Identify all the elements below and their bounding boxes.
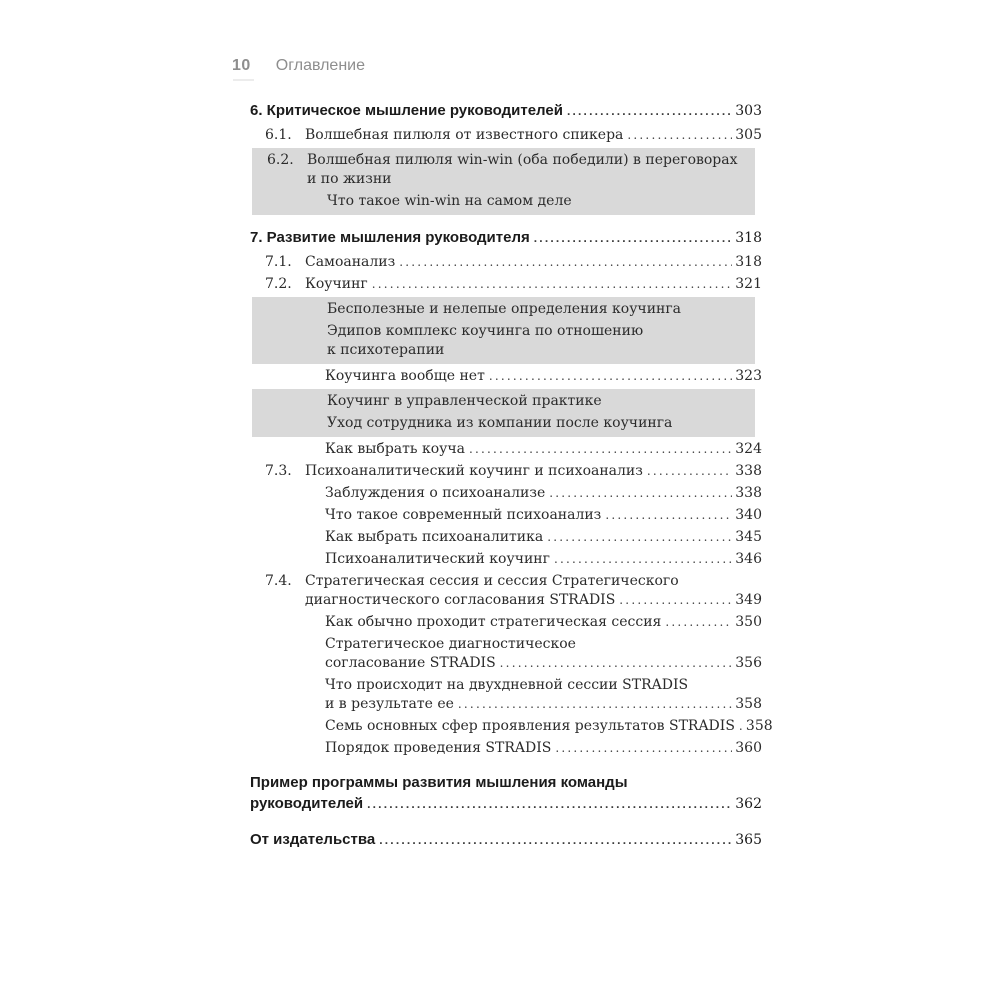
toc-entry-line: [325, 676, 762, 695]
dot-leader: [372, 275, 733, 294]
dot-leader: [367, 793, 732, 815]
entry-page-number: 338: [735, 485, 762, 501]
dot-leader: [489, 367, 732, 386]
toc-entry: [250, 506, 762, 525]
entry-text: и в результате ее: [325, 696, 454, 712]
entry-page-number: 303: [735, 103, 762, 119]
entry-page-number: 356: [735, 655, 762, 671]
toc-entry: [252, 300, 755, 319]
entry-page-number: 318: [735, 230, 762, 246]
toc-entry: [250, 484, 762, 503]
toc-entry-line: [327, 341, 755, 360]
toc-entry-line: [305, 275, 762, 294]
entry-text: Как выбрать психоаналитика: [325, 529, 544, 545]
toc-entry: [250, 572, 762, 610]
entry-text: Психоаналитический коучинг и психоанализ: [305, 463, 643, 479]
dot-leader: [619, 591, 732, 610]
entry-text: От издательства: [250, 831, 376, 848]
toc-entry: [250, 550, 762, 569]
entry-text: Как выбрать коуча: [325, 441, 465, 457]
toc-entry-line: [305, 572, 762, 591]
toc-entry: [250, 367, 762, 386]
entry-text: согласование STRADIS: [325, 655, 496, 671]
toc-entry: [250, 462, 762, 481]
entry-page-number: 360: [735, 740, 762, 756]
entry-text: Бесполезные и нелепые определения коучинга: [327, 301, 682, 317]
toc-entry-line: [327, 322, 755, 341]
dot-leader: [605, 506, 732, 525]
toc-entry: [252, 414, 755, 433]
entry-number: 6.1.: [265, 127, 292, 143]
dot-leader: [547, 528, 732, 547]
toc-entry-line: [325, 635, 762, 654]
toc-entry: [250, 227, 762, 249]
highlight-box: [252, 297, 755, 364]
toc-entry: [252, 151, 755, 189]
dot-leader: [627, 126, 732, 145]
toc-entry: [250, 739, 762, 758]
entry-page-number: 321: [735, 276, 762, 292]
toc-entry: [250, 635, 762, 673]
entry-page-number: 338: [735, 463, 762, 479]
entry-page-number: 346: [735, 551, 762, 567]
toc-entry-line: [250, 100, 762, 122]
page-number-header: 10: [232, 57, 251, 74]
toc-entry: [250, 126, 762, 145]
entry-number: 7.2.: [265, 276, 292, 292]
entry-text: Как обычно проходит стратегическая сессия: [325, 614, 662, 630]
toc-entry: [250, 829, 762, 851]
toc-entry-line: [325, 440, 762, 459]
toc-entry: [250, 613, 762, 632]
toc-entry-line: [327, 414, 755, 433]
dot-leader: [665, 613, 732, 632]
entry-text: 7. Развитие мышления руководителя: [250, 229, 530, 246]
toc-entry-line: [325, 654, 762, 673]
entry-text: Стратегическая сессия и сессия Стратегического: [305, 573, 679, 589]
entry-text: Пример программы развития мышления команды: [250, 774, 628, 791]
toc-entry: [252, 322, 755, 360]
toc-entry: [250, 772, 762, 815]
toc-entry-line: [325, 506, 762, 525]
entry-page-number: 305: [735, 127, 762, 143]
toc-entry-line: [250, 793, 762, 815]
toc-entry: [250, 717, 773, 736]
header-rule: [233, 79, 254, 81]
highlight-box: [252, 148, 755, 215]
toc-entry-line: [325, 717, 773, 736]
toc-entry-line: [325, 528, 762, 547]
entry-page-number: 349: [735, 592, 762, 608]
dot-leader: [458, 695, 732, 714]
entry-page-number: 324: [735, 441, 762, 457]
entry-text: Стратегическое диагностическое: [325, 636, 576, 652]
entry-text: к психотерапии: [327, 342, 445, 358]
toc-entry: [250, 676, 762, 714]
dot-leader: [567, 100, 732, 122]
entry-page-number: 340: [735, 507, 762, 523]
entry-text: Эдипов комплекс коучинга по отношению: [327, 323, 644, 339]
entry-text: Волшебная пилюля win-win (оба победили) в переговорах: [307, 152, 738, 168]
entry-text: руководителей: [250, 795, 364, 812]
toc-entry: [250, 528, 762, 547]
toc-entry: [250, 440, 762, 459]
dot-leader: [549, 484, 732, 503]
highlight-box: [252, 389, 755, 437]
toc-entry: [250, 275, 762, 294]
entry-page-number: 358: [735, 696, 762, 712]
toc-entry-line: [250, 829, 762, 851]
entry-text: Уход сотрудника из компании после коучинга: [327, 415, 673, 431]
entry-text: Коучинг: [305, 276, 368, 292]
dot-leader: [379, 829, 732, 851]
entry-text: Волшебная пилюля от известного спикера: [305, 127, 624, 143]
entry-text: Что такое современный психоанализ: [325, 507, 602, 523]
entry-text: Коучинга вообще нет: [325, 368, 485, 384]
toc-entry-line: [307, 170, 755, 189]
entry-page-number: 358: [745, 718, 773, 734]
toc-entry-line: [327, 300, 755, 319]
entry-text: Самоанализ: [305, 254, 396, 270]
entry-page-number: 362: [735, 796, 762, 812]
page-title: Оглавление: [275, 57, 365, 74]
toc-entry: [250, 253, 762, 272]
toc-entry-line: [327, 392, 755, 411]
toc-entry-line: [250, 772, 762, 793]
toc-entry: [250, 100, 762, 122]
entry-text: Что происходит на двухдневной сессии STRADIS: [325, 677, 689, 693]
dot-leader: [555, 739, 732, 758]
toc-entry-line: [307, 151, 755, 170]
dot-leader: [739, 717, 743, 736]
toc-entry-line: [250, 227, 762, 249]
entry-page-number: 345: [735, 529, 762, 545]
toc-entry-line: [305, 253, 762, 272]
entry-text: Семь основных сфер проявления результатов STRADIS: [325, 718, 735, 734]
entry-text: Порядок проведения STRADIS: [325, 740, 552, 756]
running-header: [232, 57, 365, 75]
entry-number: 7.3.: [265, 463, 292, 479]
toc-entry-line: [305, 462, 762, 481]
toc-entry-line: [305, 591, 762, 610]
entry-text: Коучинг в управленческой практике: [327, 393, 602, 409]
entry-text: Психоаналитический коучинг: [325, 551, 550, 567]
entry-text: диагностического согласования STRADIS: [305, 592, 616, 608]
toc-list: [250, 100, 773, 854]
dot-leader: [534, 227, 733, 249]
entry-page-number: 323: [735, 368, 762, 384]
toc-entry-line: [325, 550, 762, 569]
dot-leader: [399, 253, 732, 272]
toc-entry-line: [327, 192, 755, 211]
toc-entry: [252, 392, 755, 411]
dot-leader: [500, 654, 733, 673]
toc-entry-line: [325, 695, 762, 714]
entry-number: 6.2.: [267, 152, 294, 168]
entry-page-number: 350: [735, 614, 762, 630]
toc-entry: [252, 192, 755, 211]
entry-page-number: 365: [735, 832, 762, 848]
toc-entry-line: [325, 739, 762, 758]
entry-text: Что такое win-win на самом деле: [327, 193, 572, 209]
entry-text: 6. Критическое мышление руководителей: [250, 102, 563, 119]
toc-entry-line: [325, 613, 762, 632]
entry-page-number: 318: [735, 254, 762, 270]
dot-leader: [647, 462, 732, 481]
toc-entry-line: [325, 484, 762, 503]
entry-number: 7.1.: [265, 254, 292, 270]
dot-leader: [554, 550, 732, 569]
entry-text: и по жизни: [307, 171, 392, 187]
toc-entry-line: [305, 126, 762, 145]
entry-text: Заблуждения о психоанализе: [325, 485, 546, 501]
toc-entry-line: [325, 367, 762, 386]
dot-leader: [469, 440, 732, 459]
entry-number: 7.4.: [265, 573, 292, 589]
